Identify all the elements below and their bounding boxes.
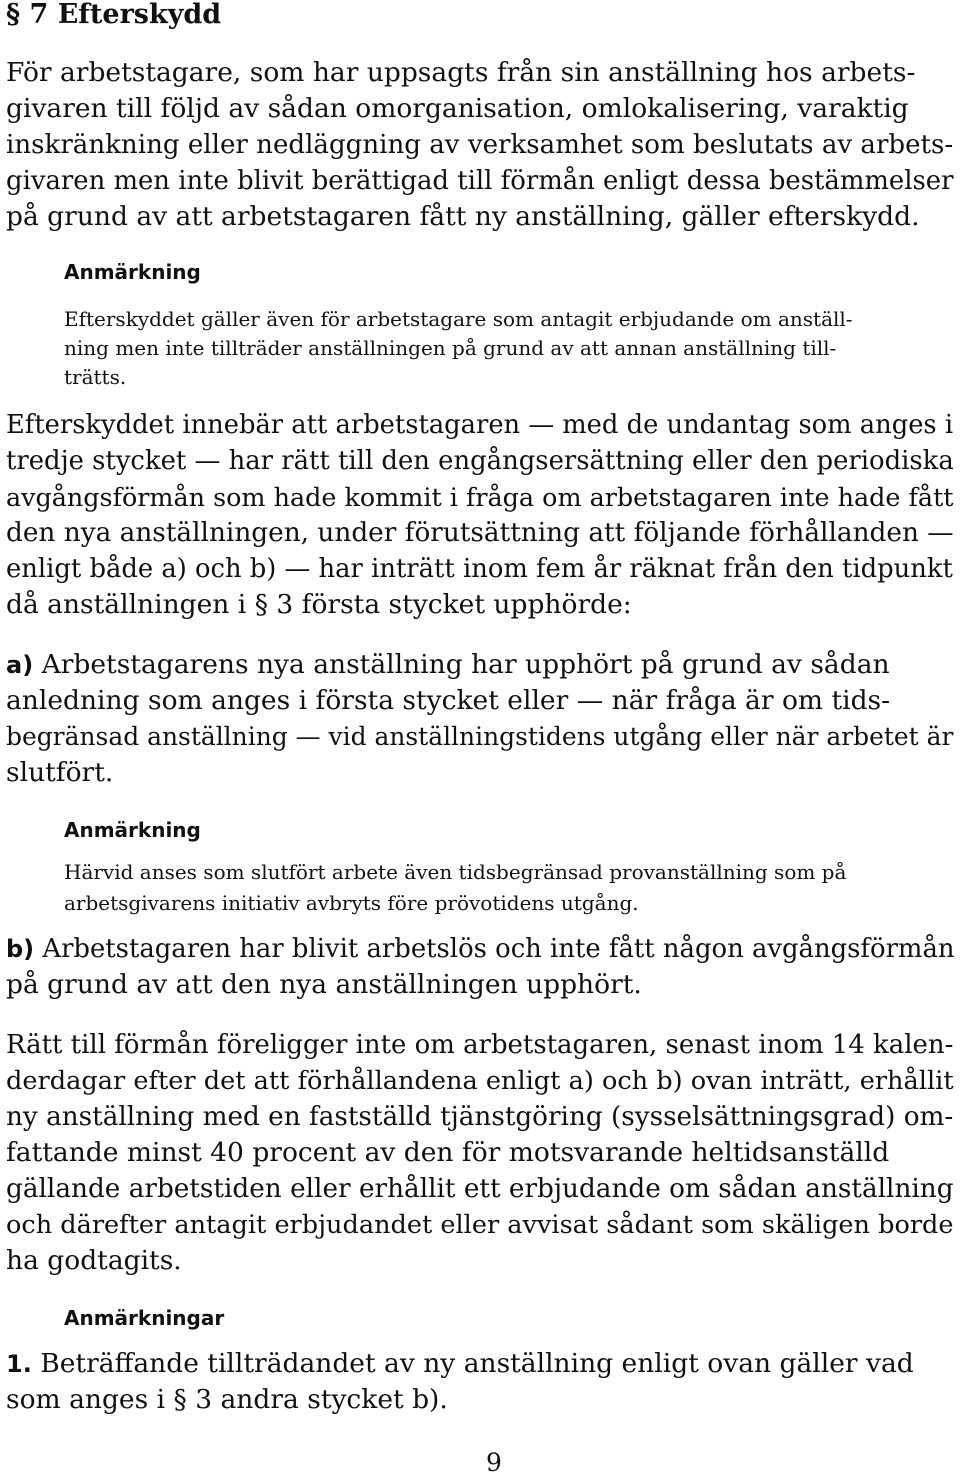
item-a-label: a) bbox=[6, 651, 34, 679]
item-b-line: på grund av att den nya anställningen upphört. bbox=[6, 969, 642, 1000]
item-a-line: slutfört. bbox=[6, 757, 114, 788]
paragraph-line: ha godtagits. bbox=[6, 1245, 182, 1276]
item-a-line bbox=[6, 650, 890, 680]
note-line: Efterskyddet gäller även för arbetstagare som antagit erbjudande om anställ- bbox=[64, 307, 853, 331]
paragraph-line: tredje stycket — har rätt till den engångsersättning eller den periodiska bbox=[6, 446, 954, 476]
paragraph-line: då anställningen i § 3 första stycket upphörde: bbox=[6, 589, 632, 620]
intro-line: inskränkning eller nedläggning av verksamhet som beslutats av arbets- bbox=[6, 130, 954, 160]
item-a-text: Arbetstagarens nya anställning har upphört på grund av sådan bbox=[41, 649, 890, 680]
paragraph-line: fattande minst 40 procent av den för motsvarande heltidsanställd bbox=[6, 1137, 890, 1168]
note-item-line bbox=[6, 1349, 914, 1379]
note-line: trätts. bbox=[64, 365, 127, 389]
item-a-line: begränsad anställning — vid anställningstidens utgång eller när arbetet är bbox=[6, 722, 954, 751]
paragraph-line: derdagar efter det att förhållandena enligt a) och b) ovan inträtt, erhållit bbox=[6, 1066, 954, 1096]
paragraph-line: ny anställning med en fastställd tjänstgöring (sysselsättningsgrad) om- bbox=[6, 1102, 954, 1132]
item-b-label: b) bbox=[6, 935, 35, 963]
paragraph-line: Efterskyddet innebär att arbetstagaren — med de undantag som anges i bbox=[6, 410, 954, 440]
section-title: Efterskydd bbox=[57, 0, 222, 30]
item-b-text: Arbetstagaren har blivit arbetslös och inte fått någon avgångsförmån bbox=[42, 934, 955, 964]
section-heading bbox=[6, 0, 221, 30]
paragraph-line: gällande arbetstiden eller erhållit ett erbjudande om sådan anställning bbox=[6, 1174, 954, 1204]
note-heading: Anmärkning bbox=[64, 818, 201, 842]
page-number: 9 bbox=[486, 1448, 502, 1477]
item-b-line bbox=[6, 934, 955, 964]
paragraph-line: den nya anställningen, under förutsättning att följande förhållanden — bbox=[6, 518, 954, 548]
paragraph-line: avgångsförmån som hade kommit i fråga om arbetstagaren inte hade fått bbox=[6, 482, 954, 512]
intro-line: givaren men inte blivit berättigad till förmån enligt dessa bestämmelser bbox=[6, 166, 954, 196]
note-heading: Anmärkning bbox=[64, 260, 201, 284]
note-line: Härvid anses som slutfört arbete även tidsbegränsad provanställning som på bbox=[64, 860, 847, 884]
intro-line: givaren till följd av sådan omorganisation, omlokalisering, varaktig bbox=[6, 93, 909, 124]
note-item-number: 1. bbox=[6, 1350, 32, 1378]
intro-line: på grund av att arbetstagaren fått ny anställning, gäller efterskydd. bbox=[6, 201, 920, 232]
paragraph-line: Rätt till förmån föreligger inte om arbetstagaren, senast inom 14 kalen- bbox=[6, 1030, 954, 1060]
note-line: arbetsgivarens initiativ avbryts före prövotidens utgång. bbox=[64, 891, 639, 915]
section-number: § 7 bbox=[6, 0, 49, 30]
note-line: ning men inte tillträder anställningen på grund av att annan anställning till- bbox=[64, 336, 837, 360]
intro-line: För arbetstagare, som har uppsagts från sin anställning hos arbets- bbox=[6, 57, 916, 88]
item-a-line: anledning som anges i första stycket eller — när fråga är om tids- bbox=[6, 685, 891, 716]
paragraph-line: enligt både a) och b) — har inträtt inom fem år räknat från den tidpunkt bbox=[6, 554, 953, 584]
paragraph-line: och därefter antagit erbjudandet eller avvisat sådant som skäligen borde bbox=[6, 1210, 954, 1240]
note-item-text: Beträffande tillträdandet av ny anställning enligt ovan gäller vad bbox=[40, 1348, 914, 1379]
note-item-line: som anges i § 3 andra stycket b). bbox=[6, 1384, 448, 1415]
note-heading: Anmärkningar bbox=[64, 1306, 225, 1330]
